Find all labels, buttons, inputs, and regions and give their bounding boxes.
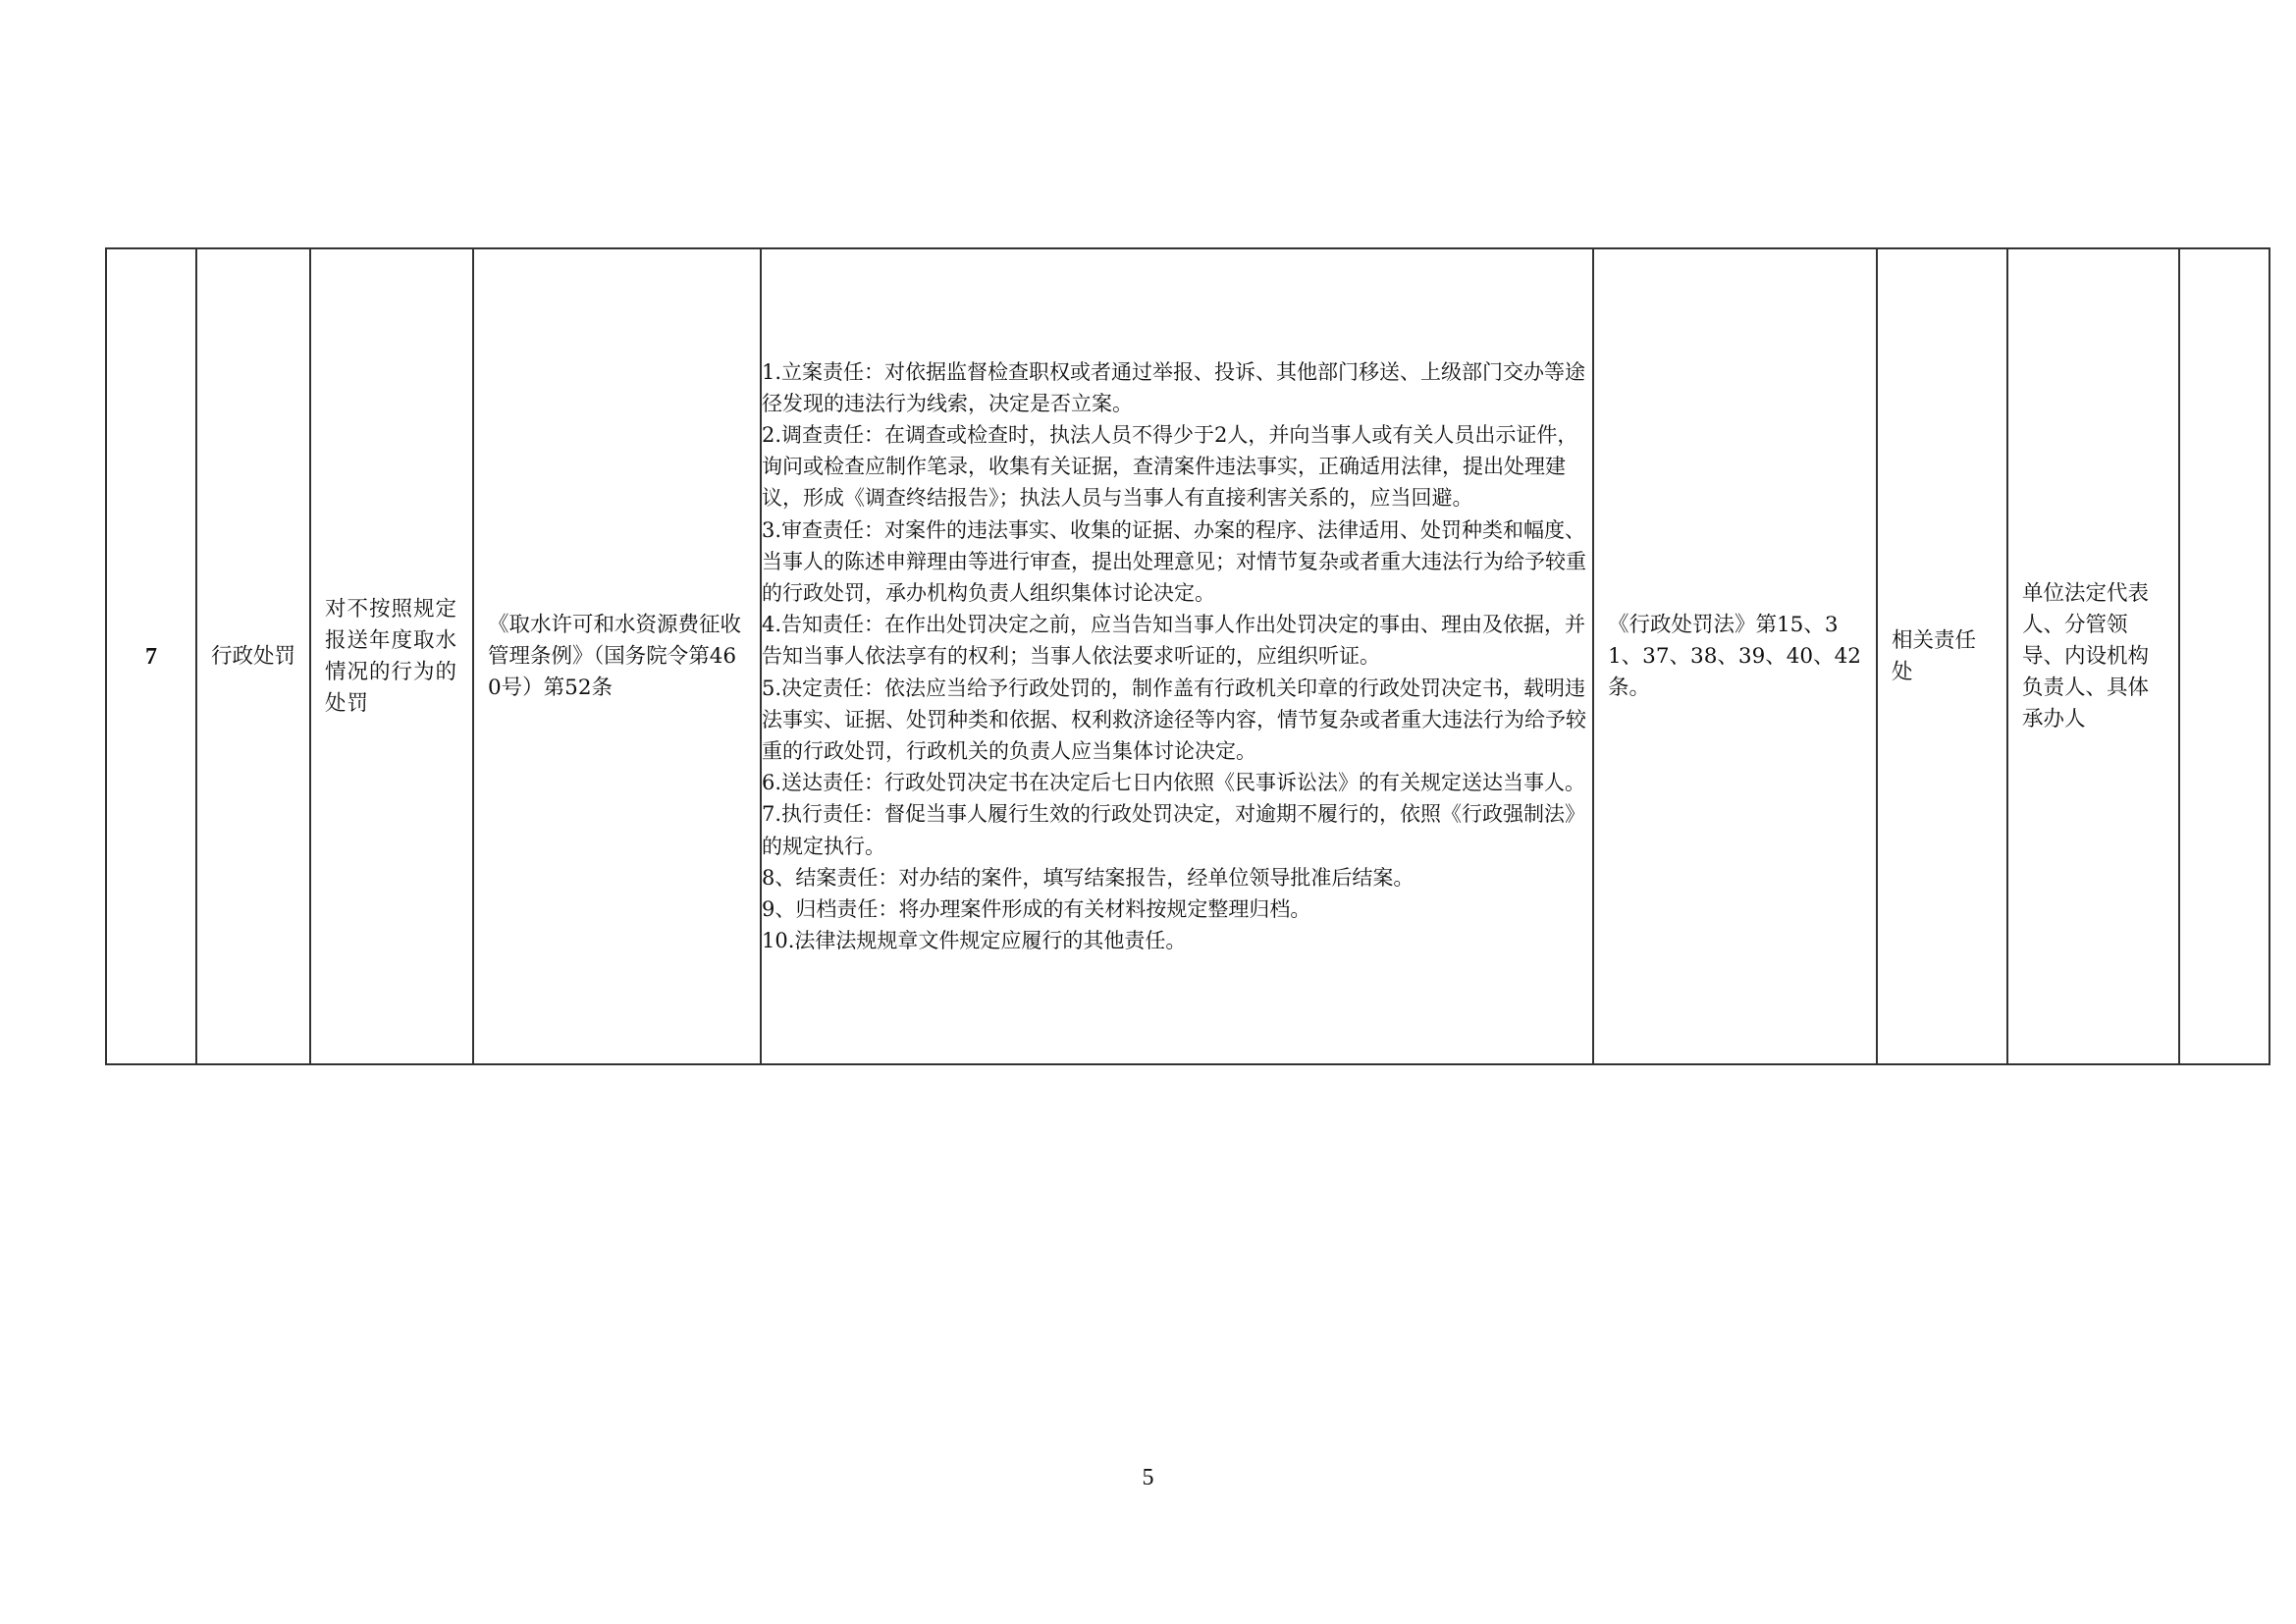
basis-cell — [473, 248, 761, 1064]
row-number: 7 — [145, 643, 157, 670]
table-row — [106, 248, 2269, 1064]
duty-item-2: 2.调查责任：在调查或检查时，执法人员不得少于2人，并向当事人或有关人员出示证件，询问或检查应制作笔录，收集有关证据，查清案件违法事实，正确适用法律，提出处理建议，形成《调查终结报告》；执法人员与当事人有直接利害关系的，应当回避。 — [762, 422, 1578, 511]
remark — [2180, 647, 2269, 667]
responsible-persons: 单位法定代表人、分管领导、内设机构负责人、具体承办人 — [2022, 580, 2150, 731]
duty-item-9: 9、归档责任：将办理案件形成的有关材料按规定整理归档。 — [762, 897, 1311, 922]
legal-basis: 《取水许可和水资源费征收管理条例》（国务院令第460号）第52条 — [488, 612, 742, 700]
duty-basis-cell — [1593, 248, 1877, 1064]
duty-item-10: 10.法律法规规章文件规定应履行的其他责任。 — [762, 929, 1187, 953]
duty-item-3: 3.审查责任：对案件的违法事实、收集的证据、办案的程序、法律适用、处罚种类和幅度、当事人的陈述申辩理由等进行审查，提出处理意见；对情节复杂或者重大违法行为给予较重的行政处罚，承办机构负责人组织集体讨论决定。 — [762, 517, 1586, 605]
duty-item-1: 1.立案责任：对依据监督检查职权或者通过举报、投诉、其他部门移送、上级部门交办等途径发现的违法行为线索，决定是否立案。 — [762, 359, 1586, 415]
responsible-dept-cell — [1877, 248, 2007, 1064]
remark-cell — [2179, 248, 2269, 1064]
duty-item-8: 8、结案责任：对办结的案件，填写结案报告，经单位领导批准后结案。 — [762, 865, 1415, 890]
duties-cell — [761, 248, 1593, 1064]
item-name-cell — [310, 248, 473, 1064]
duty-basis: 《行政处罚法》第15、31、37、38、39、40、42条。 — [1608, 612, 1861, 700]
duty-item-5: 5.决定责任：依法应当给予行政处罚的，制作盖有行政机关印章的行政处罚决定书，载明违法事实、证据、处罚种类和依据、权利救济途径等内容，情节复杂或者重大违法行为给予较重的行政处罚，行政机关的负责人应当集体讨论决定。 — [762, 676, 1586, 763]
category-cell — [196, 248, 310, 1064]
item-name: 对不按照规定报送年度取水情况的行为的处罚 — [325, 596, 458, 716]
category: 行政处罚 — [211, 643, 296, 669]
duty-item-4: 4.告知责任：在作出处罚决定之前，应当告知当事人作出处罚决定的事由、理由及依据，并告知当事人依法享有的权利；当事人依法要求听证的，应组织听证。 — [762, 613, 1586, 669]
responsibility-table — [105, 247, 2270, 1065]
row-number-cell — [106, 248, 196, 1064]
duty-item-7: 7.执行责任：督促当事人履行生效的行政处罚决定，对逾期不履行的，依照《行政强制法》的规定执行。 — [762, 802, 1586, 858]
duty-item-6: 6.送达责任：行政处罚决定书在决定后七日内依照《民事诉讼法》的有关规定送达当事人。 — [762, 771, 1586, 795]
responsible-persons-cell — [2007, 248, 2179, 1064]
page-number: 5 — [1142, 1465, 1154, 1490]
responsible-dept: 相关责任处 — [1892, 627, 1977, 684]
